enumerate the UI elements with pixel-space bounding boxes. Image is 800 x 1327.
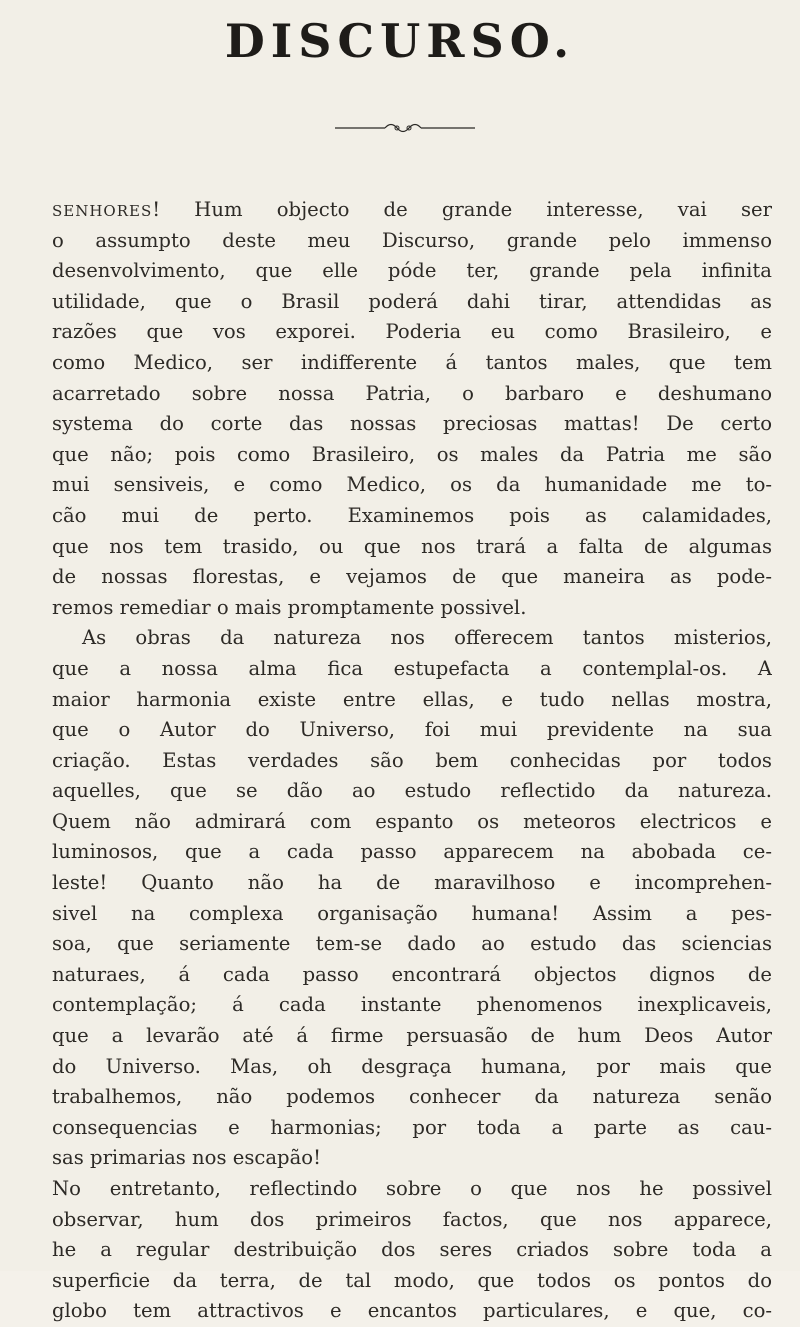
text-line: systema do corte das nossas preciosas mattas! De certo (52, 412, 772, 436)
text-line: As obras da natureza nos offerecem tantos misterios, (82, 626, 772, 650)
text-line: Quem não admirará com espanto os meteoros electricos e (52, 809, 772, 833)
page-title: DISCURSO. (224, 14, 576, 68)
text-line: utilidade, que o Brasil poderá dahi tirar, attendidas as (52, 289, 772, 313)
text-line: luminosos, que a cada passo apparecem na abobada ce- (52, 840, 772, 864)
text-line: globo tem attractivos e encantos particulares, e que, co- (52, 1299, 772, 1323)
text-line: soa, que seriamente tem-se dado ao estudo das sciencias (52, 932, 772, 956)
text-line: de nossas florestas, e vejamos de que maneira as pode- (52, 565, 772, 589)
ornamental-rule (335, 118, 475, 138)
text-line: o assumpto deste meu Discurso, grande pelo immenso (52, 228, 772, 252)
discourse-body (52, 195, 772, 1327)
text-line: maior harmonia existe entre ellas, e tudo nellas mostra, (52, 687, 772, 711)
text-line: he a regular destribuição dos seres criados sobre toda a (52, 1238, 772, 1262)
text-line: remos remediar o mais promptamente possivel. (52, 595, 527, 619)
text-line: mui sensiveis, e como Medico, os da humanidade me to- (52, 473, 772, 497)
text-line: que não; pois como Brasileiro, os males da Patria me são (52, 442, 772, 466)
text-line: leste! Quanto não ha de maravilhoso e incomprehen- (52, 871, 772, 895)
text-line: SENHORES! Hum objecto de grande interesse, vai ser (52, 198, 772, 221)
text-line: consequencias e harmonias; por toda a parte as cau- (52, 1115, 772, 1139)
text-line: No entretanto, reflectindo sobre o que nos he possivel (52, 1177, 772, 1200)
text-line: contemplação; á cada instante phenomenos inexplicaveis, (52, 993, 772, 1017)
text-line: superficie da terra, de tal modo, que todos os pontos do (52, 1268, 772, 1292)
text-line: que a levarão até á firme persuasão de hum Deos Autor (52, 1024, 772, 1048)
text-line: desenvolvimento, que elle póde ter, grande pela infinita (52, 259, 772, 283)
text-line: trabalhemos, não podemos conhecer da natureza senão (52, 1085, 772, 1109)
text-line: sas primarias nos escapão! (52, 1146, 321, 1170)
text-line: sivel na complexa organisação humana! Assim a pes- (52, 901, 772, 925)
text-line: que nos tem trasido, ou que nos trará a falta de algumas (52, 534, 772, 558)
text-line: como Medico, ser indifferente á tantos males, que tem (52, 350, 772, 374)
text-line: do Universo. Mas, oh desgraça humana, por mais que (52, 1054, 772, 1078)
opening-word: SENHORES (52, 202, 153, 220)
text-line: criação. Estas verdades são bem conhecidas por todos (52, 748, 772, 772)
text-line: cão mui de perto. Examinemos pois as calamidades, (52, 503, 772, 527)
text-line: que a nossa alma fica estupefacta a contemplal-os. A (52, 656, 772, 680)
text-line: observar, hum dos primeiros factos, que nos apparece, (52, 1207, 772, 1231)
text-line: naturaes, á cada passo encontrará objectos dignos de (52, 962, 772, 986)
text-line: que o Autor do Universo, foi mui previdente na sua (52, 718, 772, 742)
text-line: acarretado sobre nossa Patria, o barbaro e deshumano (52, 381, 772, 405)
text-line: aquelles, que se dão ao estudo reflectido da natureza. (52, 779, 772, 803)
text-line: razões que vos exporei. Poderia eu como Brasileiro, e (52, 320, 772, 344)
